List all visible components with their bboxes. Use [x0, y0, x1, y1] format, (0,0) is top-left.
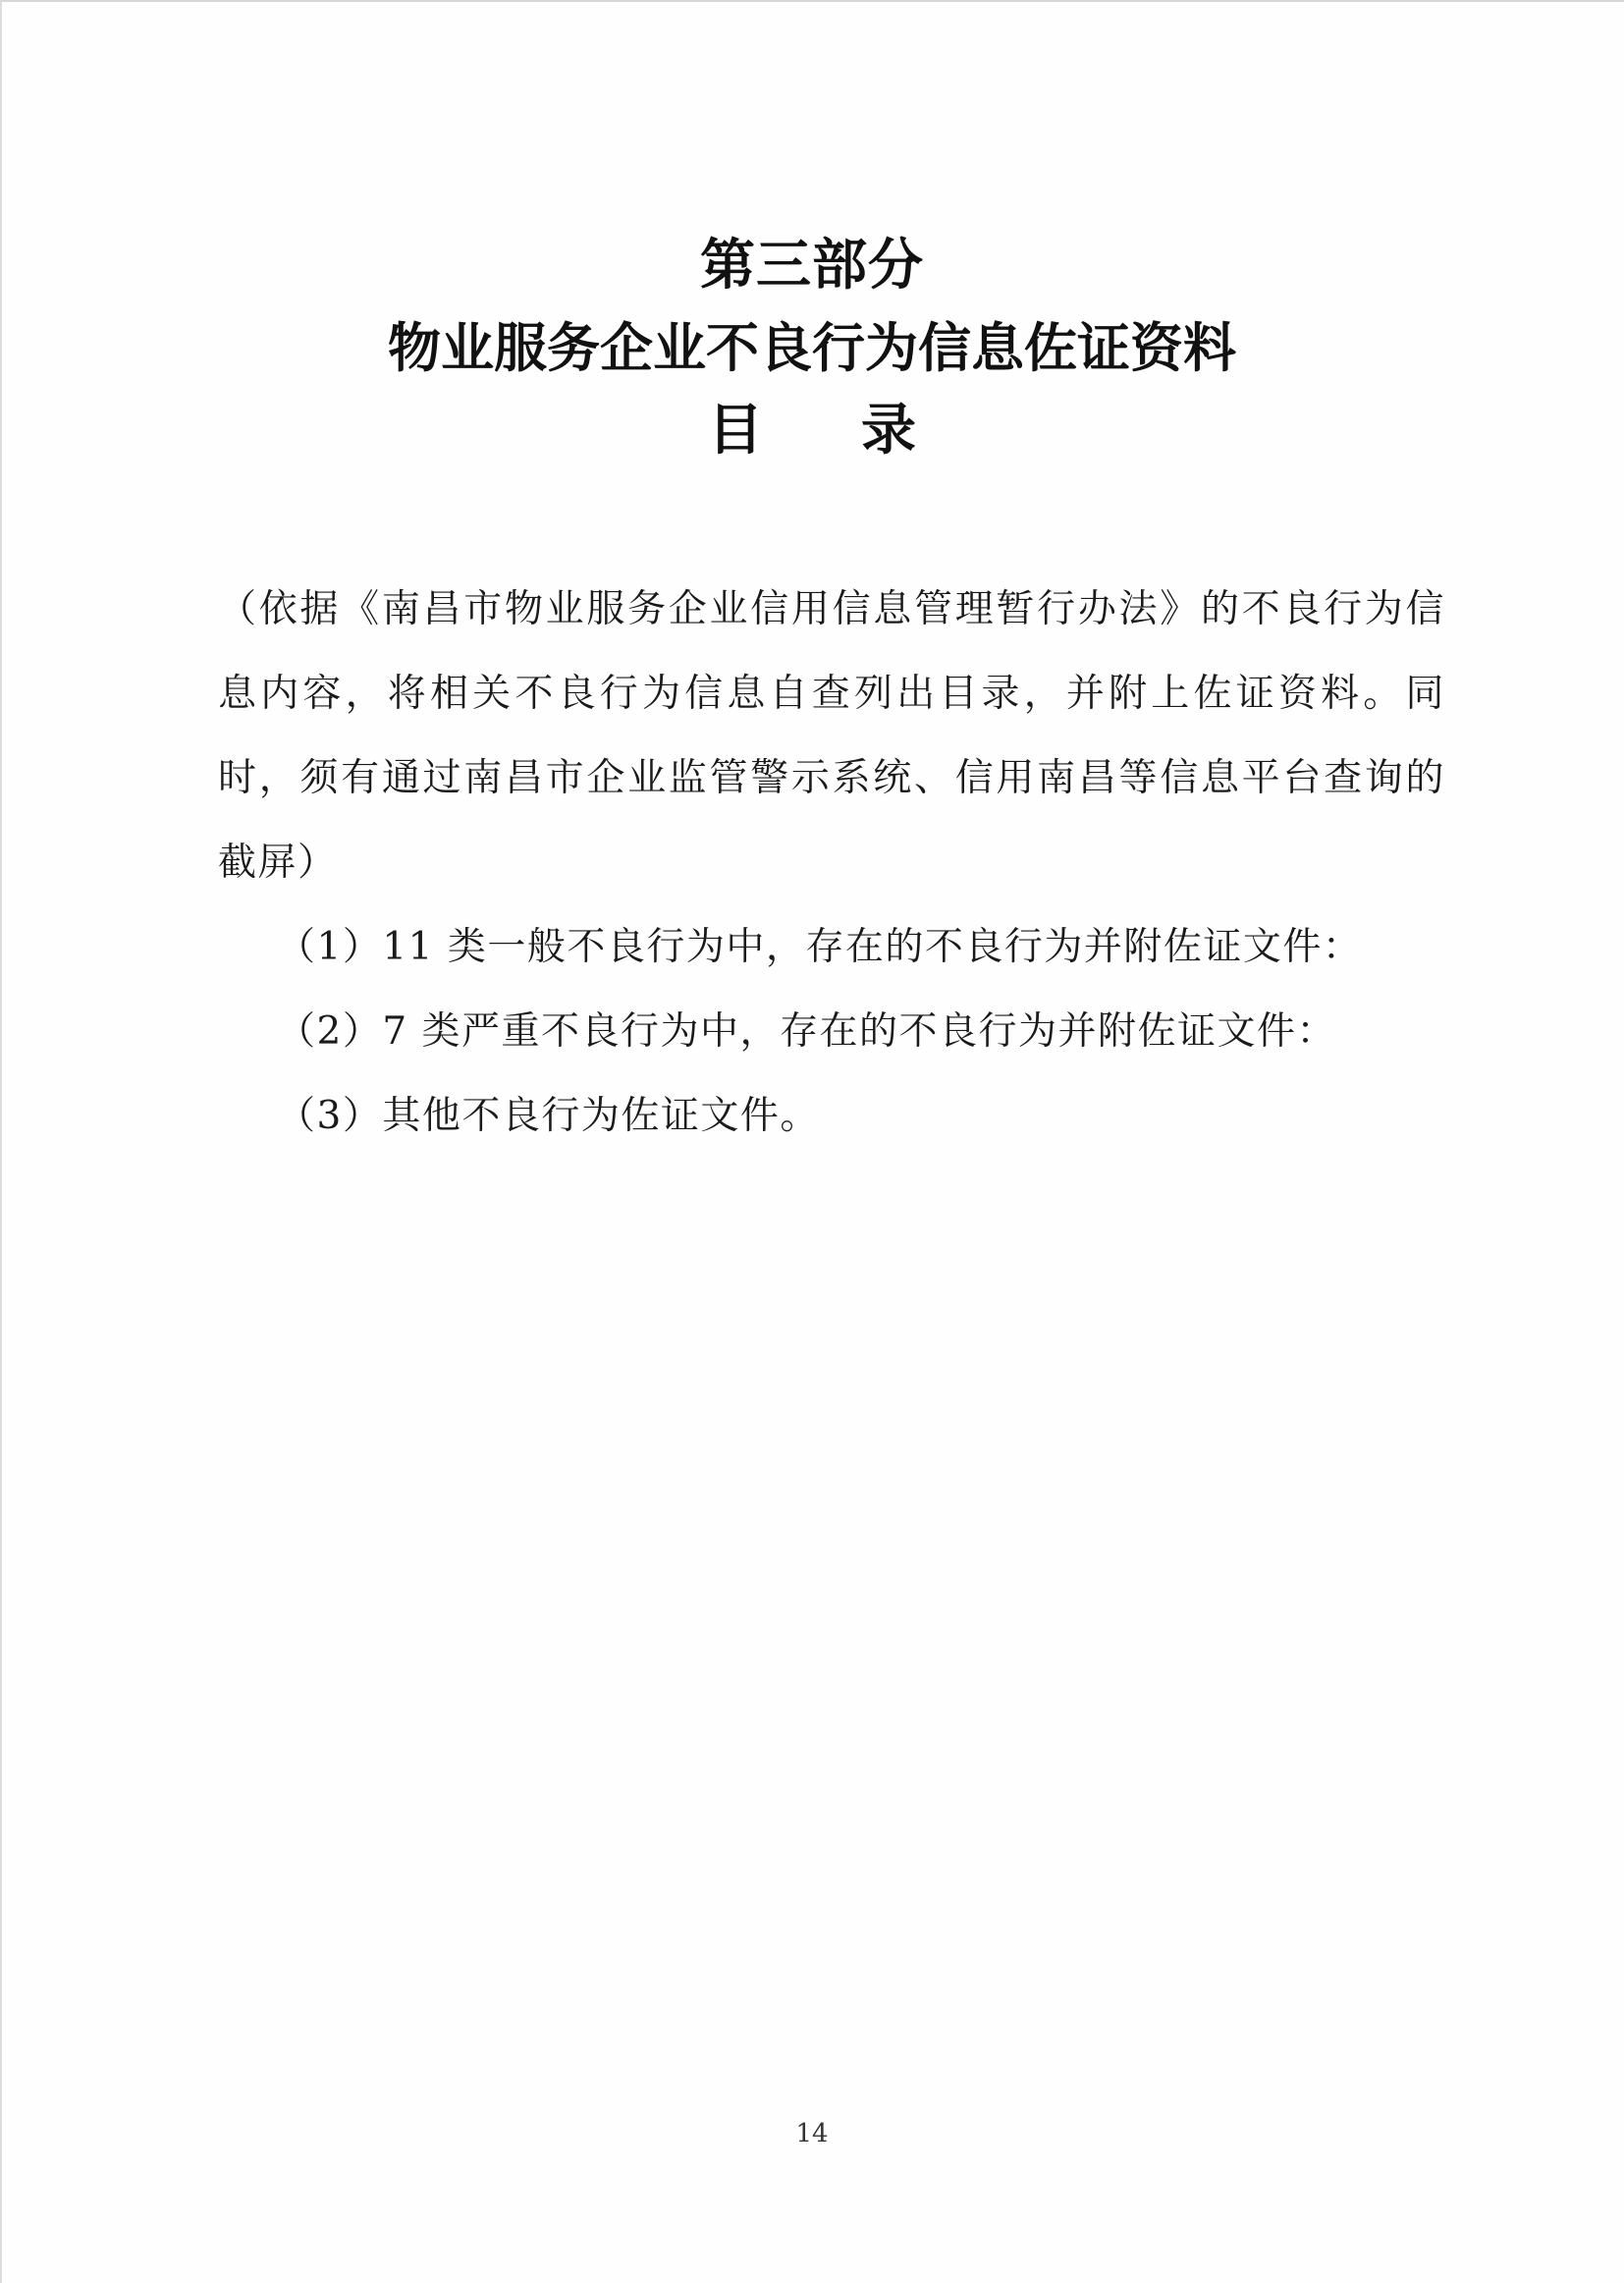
toc-heading-char-2: 录 [861, 398, 916, 462]
intro-paragraph: （依据《南昌市物业服务企业信用信息管理暂行办法》的不良行为信息内容，将相关不良行为信息自查列出目录，并附上佐证资料。同时，须有通过南昌市企业监管警示系统、信用南昌等信息平台查询的截屏） [218, 587, 1445, 885]
list-item: （3）其他不良行为佐证文件。 [277, 1094, 820, 1138]
scan-top-edge [0, 0, 1624, 2]
toc-heading-char-1: 目 [708, 398, 763, 462]
body-text [218, 568, 1445, 1159]
document-subtitle: 物业服务企业不良行为信息佐证资料 [388, 316, 1236, 379]
list-item: （1）11 类一般不良行为中，存在的不良行为并附佐证文件： [277, 925, 1363, 969]
toc-heading [0, 389, 1624, 471]
page-number: 14 [795, 2119, 829, 2148]
part-title: 第三部分 [700, 233, 924, 298]
title-block [0, 224, 1624, 471]
list-item: （2）7 类严重不良行为中，存在的不良行为并附佐证文件： [277, 1009, 1337, 1054]
